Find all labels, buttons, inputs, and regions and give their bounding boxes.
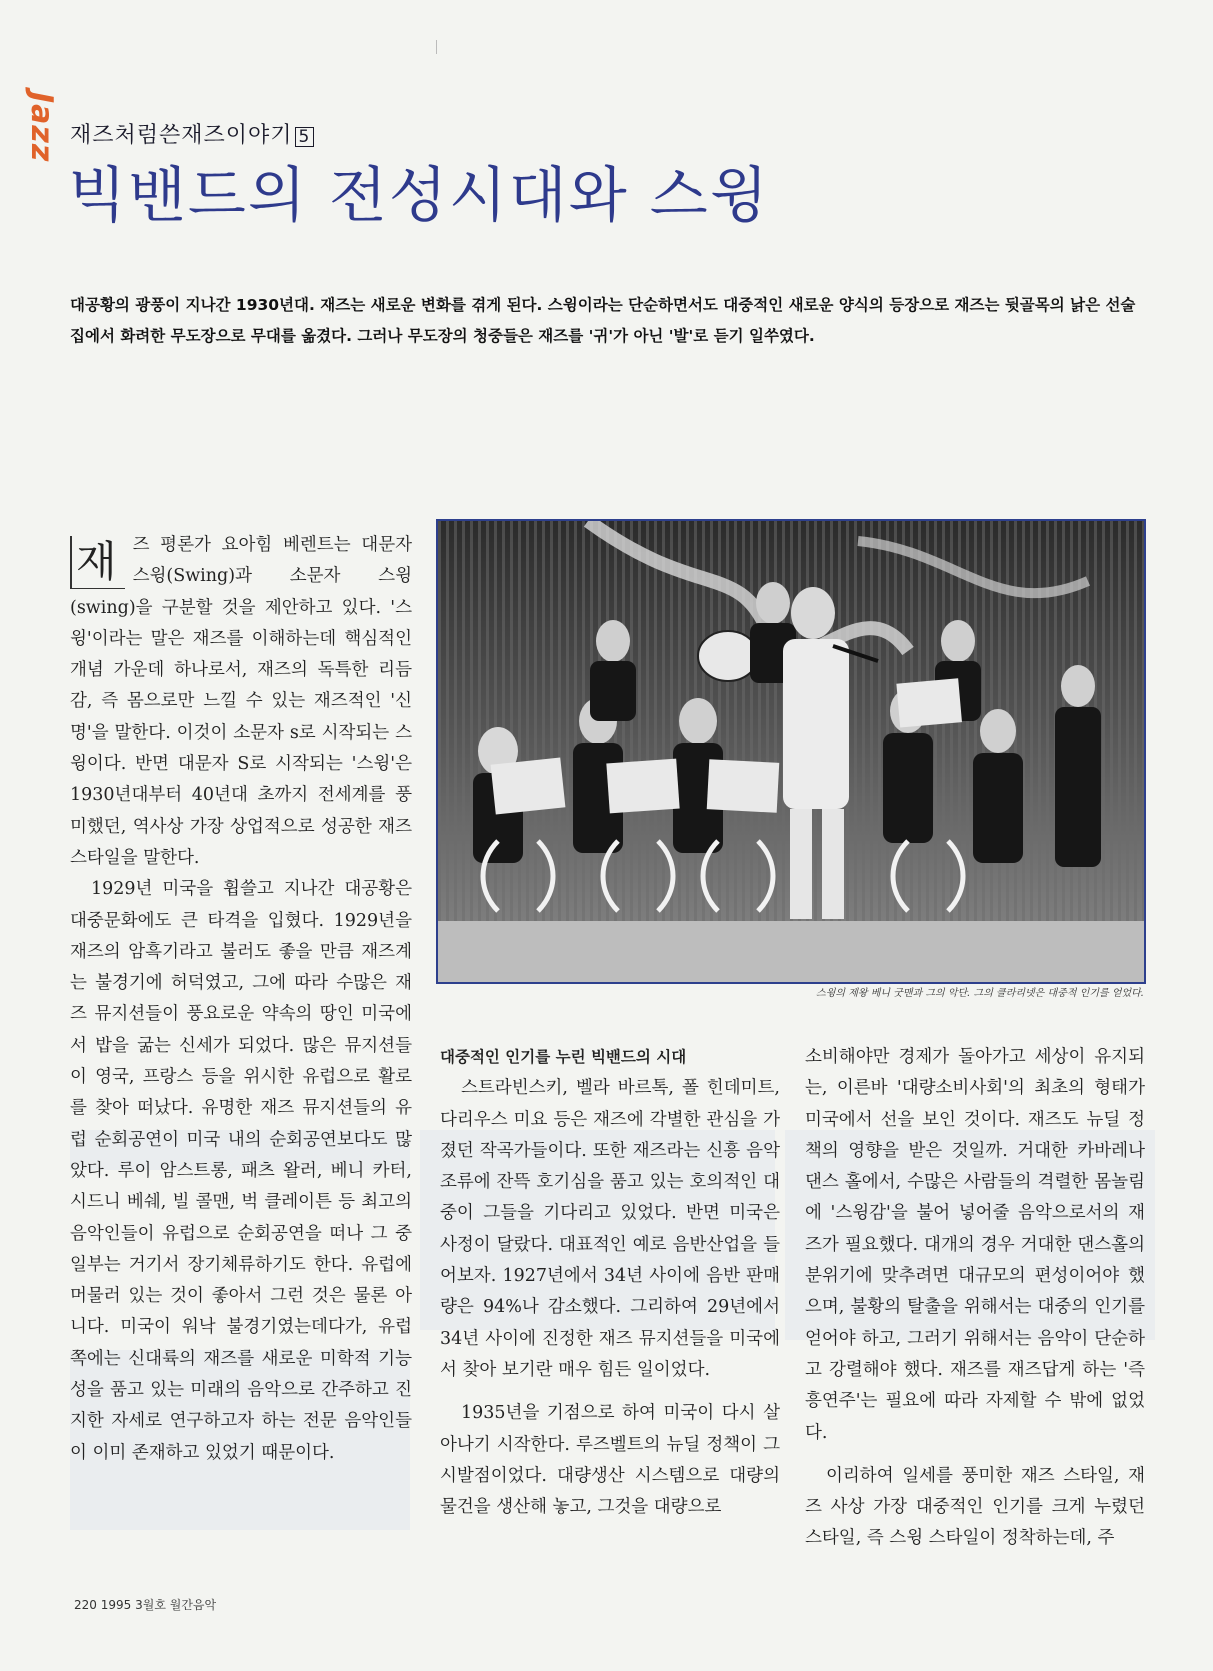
series-title-text: 재즈처럼쓴재즈이야기: [70, 123, 293, 148]
paragraph: 이리하여 일세를 풍미한 재즈 스타일, 재즈 사상 가장 대중적인 인기를 크게 누렸던 스타일, 즉 스윙 스타일이 정착하는데, 주: [805, 1465, 1145, 1549]
fold-mark: [436, 40, 437, 54]
bass-drum: [698, 631, 758, 681]
issue-info: 1995 3월호 월간음악: [100, 1598, 217, 1612]
band-photo: [436, 519, 1146, 984]
stage-floor: [438, 921, 1144, 982]
section-heading: 대중적인 인기를 누린 빅밴드의 시대: [440, 1048, 687, 1066]
series-title: [70, 118, 314, 149]
body-column-3: [805, 1042, 1145, 1555]
paragraph-text: 즈 평론가 요아힘 베렌트는 대문자 스윙(Swing)과 소문자 스윙(swing)을 구분할 것을 제안하고 있다. '스윙'이라는 말은 재즈를 이해하는데 핵심적인 개념 가운데 하나로서, 재즈의 독특한 리듬감, 즉 몸으로만 느낄 수 있는 재즈적인 '신명'을 말한다. 이것이 소문자 s로 시작되는 스윙이다. 반면 대문자 S로 시작되는 '스윙'은 1930년대부터 40년대 초까지 전세계를 풍미했던, 역사상 가장 상업적으로 성공한 재즈 스타일을 말한다.: [70, 535, 412, 868]
body-column-2: [440, 1042, 780, 1523]
series-number: 5: [295, 127, 315, 147]
paragraph: 소비해야만 경제가 돌아가고 세상이 유지되는, 이른바 '대량소비사회'의 최초의 형태가 미국에서 선을 보인 것이다. 재즈도 뉴딜 정책의 영향을 받은 것일까. 거대한 카바레나 댄스 홀에서, 수많은 사람들의 격렬한 몸놀림에 '스윙감'을 불어 넣어줄 음악으로서의 재즈가 필요했다. 대개의 경우 거대한 댄스홀의 분위기에 맞추려면 대규모의 편성이어야 했으며, 불황의 탈출을 위해서는 대중의 인기를 얻어야 하고, 그러기 위해서는 음악이 단순하고 강렬해야 했다. 재즈를 재즈답게 하는 '즉흥연주'는 필요에 따라 자제할 수 밖에 없었다.: [805, 1047, 1145, 1443]
photo-caption: 스윙의 제왕 베니 굿맨과 그의 악단. 그의 클라리넷은 대중적 인기를 얻었다.: [816, 988, 1144, 999]
lead-paragraph: 대공황의 광풍이 지나간 1930년대. 재즈는 새로운 변화를 겪게 된다. 스윙이라는 단순하면서도 대중적인 새로운 양식의 등장으로 재즈는 뒷골목의 낡은 선술집에서 화려한 무도장으로 무대를 옮겼다. 그러나 무도장의 청중들은 재즈를 '귀'가 아닌 '발'로 듣기 일쑤였다.: [70, 296, 1136, 345]
body-column-1: [70, 530, 412, 1469]
paragraph: 스트라빈스키, 벨라 바르톡, 폴 힌데미트, 다리우스 미요 등은 재즈에 각별한 관심을 가졌던 작곡가들이다. 또한 재즈라는 신흥 음악조류에 잔뜩 호기심을 품고 있는 호의적인 대중이 그들을 기다리고 있었다. 반면 미국은 사정이 달랐다. 대표적인 예로 음반산업을 들어보자. 1927년에서 34년 사이에 음반 판매량은 94%나 감소했다. 그리하여 29년에서 34년 사이에 진정한 재즈 뮤지션들을 미국에서 찾아 보기란 매우 힘든 일이었다.: [440, 1078, 780, 1380]
drop-cap: 재: [70, 536, 125, 589]
paragraph: 1929년 미국을 휩쓸고 지나간 대공황은 대중문화에도 큰 타격을 입혔다. 1929년을 재즈의 암흑기라고 불러도 좋을 만큼 재즈계는 불경기에 허덕였고, 그에 따라 수많은 재즈 뮤지션들이 풍요로운 약속의 땅인 미국에서 밥을 굶는 신세가 되었다. 많은 뮤지션들이 영국, 프랑스 등을 위시한 유럽으로 활로를 찾아 떠났다. 유명한 재즈 뮤지션들의 유럽 순회공연이 미국 내의 순회공연보다도 많았다. 루이 암스트롱, 패츠 왈러, 베니 카터, 시드니 베쉐, 빌 콜맨, 벅 클레이튼 등 최고의 음악인들이 유럽으로 순회공연을 떠나 그 중 일부는 거기서 장기체류하기도 한다. 유럽에 머물러 있는 것이 좋아서 그런 것은 물론 아니다. 미국이 워낙 불경기였는데다가, 유럽 쪽에는 신대륙의 재즈를 새로운 미학적 기능성을 품고 있는 미래의 음악으로 간주하고 진지한 자세로 연구하고자 하는 전문 음악인들이 이미 존재하고 있었기 때문이다.: [70, 879, 412, 1463]
article-title: 빅밴드의 전성시대와 스윙: [68, 161, 770, 231]
paragraph: [70, 530, 412, 874]
paragraph: 1935년을 기점으로 하여 미국이 다시 살아나기 시작한다. 루즈벨트의 뉴딜 정책이 그 시발점이었다. 대량생산 시스템으로 대량의 물건을 생산해 놓고, 그것을 대량으로: [440, 1403, 780, 1518]
band-photo-illustration: [438, 521, 1144, 982]
page-footer: [74, 1596, 216, 1613]
section-label: Jazz: [24, 92, 59, 163]
page-number: 220: [74, 1598, 97, 1612]
